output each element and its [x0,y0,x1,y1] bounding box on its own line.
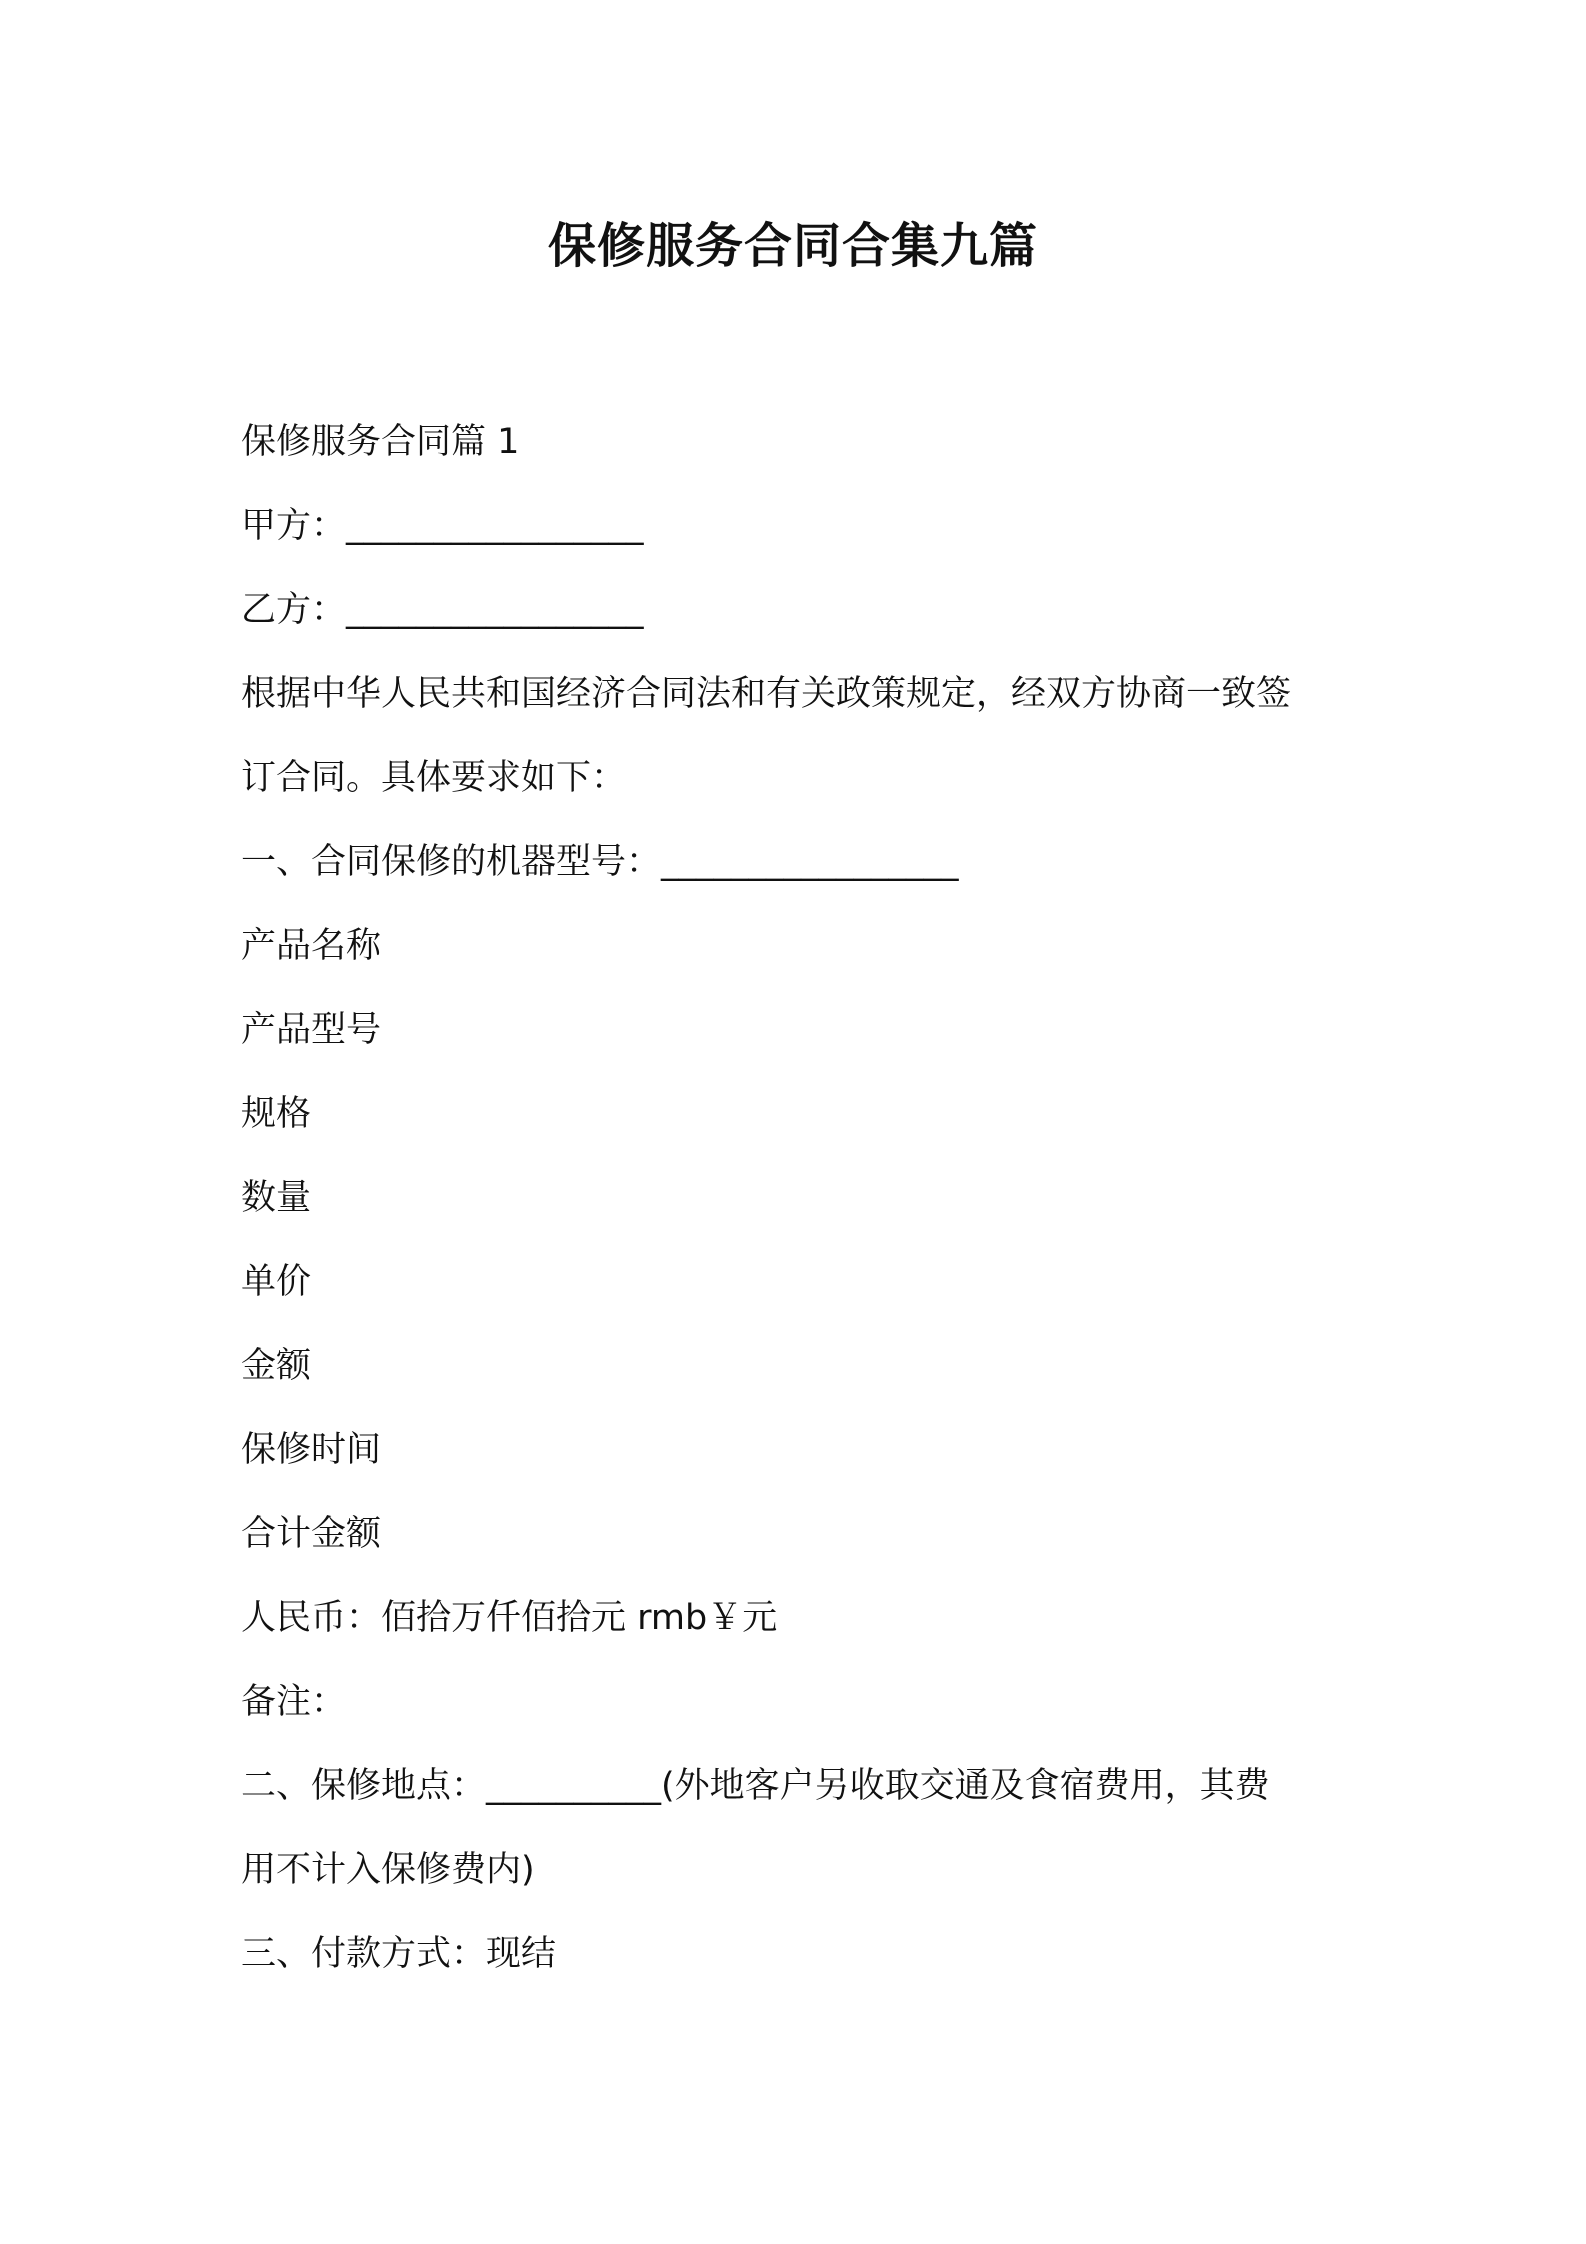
document-body [241,400,1361,1996]
party-b-line: 乙方：_________________ [241,590,644,630]
field-product-name: 产品名称 [241,926,382,966]
field-warranty-period: 保修时间 [241,1430,382,1470]
document-title: 保修服务合同合集九篇 [547,218,1038,274]
field-remarks: 备注： [241,1682,347,1722]
clause-3-payment: 三、付款方式：现结 [241,1934,557,1974]
clause-2-location-line-2: 用不计入保修费内) [241,1850,535,1890]
clause-2-location-line-1: 二、保修地点：__________(外地客户另收取交通及食宿费用，其费 [241,1766,1270,1806]
preamble-line-1: 根据中华人民共和国经济合同法和有关政策规定，经双方协商一致签 [241,674,1292,714]
party-a-line: 甲方：_________________ [241,506,644,546]
section-heading: 保修服务合同篇 1 [241,422,520,462]
field-amount: 金额 [241,1346,312,1386]
field-spec: 规格 [241,1094,312,1134]
field-product-model: 产品型号 [241,1010,382,1050]
field-quantity: 数量 [241,1178,312,1218]
preamble-line-2: 订合同。具体要求如下： [241,758,627,798]
field-rmb-amount: 人民币：佰拾万仟佰拾元 rmb￥元 [241,1598,778,1638]
field-total-amount: 合计金额 [241,1514,382,1554]
field-unit-price: 单价 [241,1262,312,1302]
clause-1-machine-model: 一、合同保修的机器型号：_________________ [241,842,959,882]
